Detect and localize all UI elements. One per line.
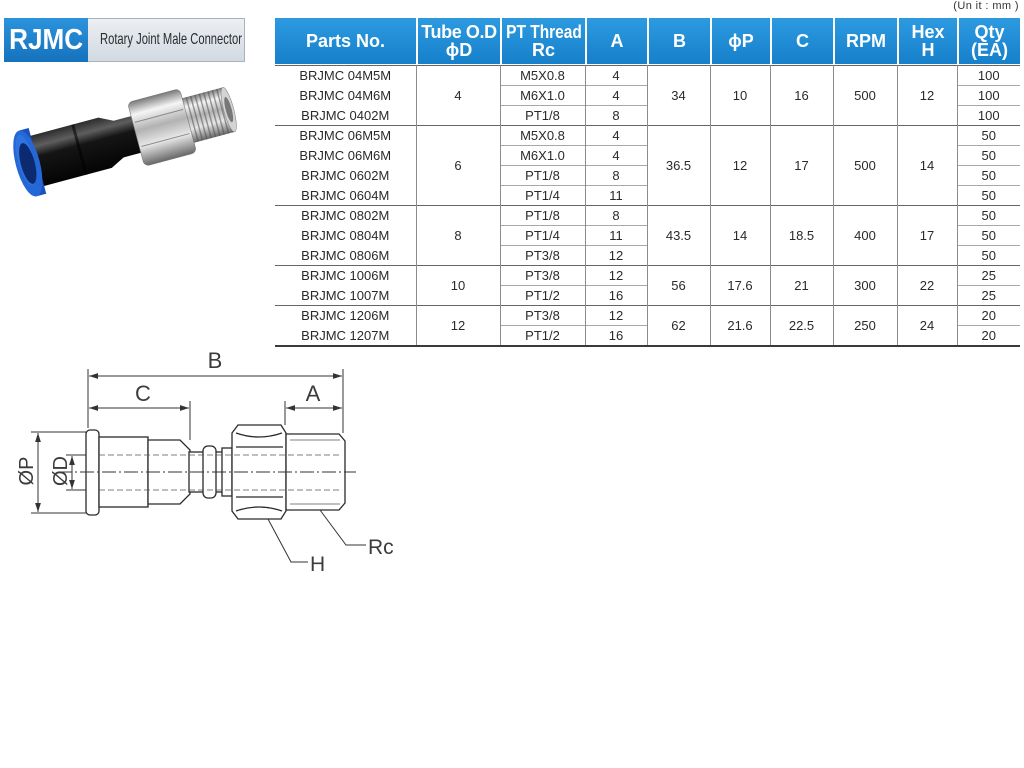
cell-a: 11 — [585, 186, 647, 206]
outline-thread — [286, 434, 345, 510]
cell-pt-thread: PT1/8 — [500, 106, 585, 126]
table-row — [275, 126, 1020, 146]
cell-p: 14 — [710, 206, 770, 266]
header-qty — [957, 18, 1020, 64]
cell-tube-od: 4 — [416, 66, 500, 126]
cell-qty: 50 — [957, 246, 1020, 266]
cell-a: 4 — [585, 86, 647, 106]
cell-pt-thread: M5X0.8 — [500, 66, 585, 86]
cell-c: 21 — [770, 266, 833, 306]
cell-a: 4 — [585, 66, 647, 86]
header-label: H — [921, 40, 935, 60]
cell-pt-thread: PT3/8 — [500, 306, 585, 326]
cell-a: 8 — [585, 206, 647, 226]
header-label: A — [610, 31, 624, 51]
table-row — [275, 266, 1020, 286]
table-header — [275, 18, 1020, 64]
header-a — [585, 18, 647, 64]
cell-pt-thread: PT1/4 — [500, 226, 585, 246]
header-label: Hex — [911, 22, 945, 42]
cell-hex: 14 — [897, 126, 957, 206]
spec-table — [275, 65, 1020, 347]
header-p — [710, 18, 770, 64]
cell-pt-thread: PT3/8 — [500, 246, 585, 266]
cell-pt-thread: PT1/4 — [500, 186, 585, 206]
leader-rc — [320, 510, 366, 545]
cell-p: 10 — [710, 66, 770, 126]
header-label: Parts No. — [305, 31, 386, 51]
cell-a: 4 — [585, 146, 647, 166]
cell-pt-thread: PT1/2 — [500, 326, 585, 347]
cell-pt-thread: PT1/8 — [500, 166, 585, 186]
outline-release-flange — [86, 430, 99, 515]
cell-c: 16 — [770, 66, 833, 126]
unit-note: (Un it : mm ) — [953, 0, 1019, 12]
cell-qty: 50 — [957, 206, 1020, 226]
dimension-drawing — [0, 340, 420, 580]
product-title: Rotary Joint Male Connector — [100, 31, 242, 48]
cell-pt-thread: PT1/2 — [500, 286, 585, 306]
cell-c: 17 — [770, 126, 833, 206]
cell-pt-thread: M6X1.0 — [500, 86, 585, 106]
cell-part-no: BRJMC 1006M — [275, 266, 416, 286]
header-label: Rc — [531, 40, 555, 60]
header-label: C — [796, 31, 809, 51]
cell-part-no: BRJMC 0804M — [275, 226, 416, 246]
header-b — [647, 18, 710, 64]
series-code-badge — [4, 18, 88, 62]
header-label: ϕD — [445, 40, 473, 60]
cell-rpm: 500 — [833, 66, 897, 126]
cell-part-no: BRJMC 0806M — [275, 246, 416, 266]
label-h: H — [310, 553, 326, 576]
cell-qty: 100 — [957, 86, 1020, 106]
header-c — [770, 18, 833, 64]
label-rc: Rc — [368, 536, 394, 559]
cell-pt-thread: M6X1.0 — [500, 146, 585, 166]
product-photo — [0, 64, 250, 214]
cell-qty: 100 — [957, 106, 1020, 126]
cell-b: 36.5 — [647, 126, 710, 206]
label-b: B — [207, 348, 223, 373]
cell-hex: 12 — [897, 66, 957, 126]
cell-rpm: 250 — [833, 306, 897, 347]
header-label: Tube O.D — [421, 22, 497, 42]
cell-qty: 50 — [957, 146, 1020, 166]
cell-a: 8 — [585, 166, 647, 186]
cell-b: 43.5 — [647, 206, 710, 266]
series-code: RJMC — [9, 23, 83, 56]
header-label: Qty — [974, 22, 1005, 42]
cell-part-no: BRJMC 0602M — [275, 166, 416, 186]
cell-b: 62 — [647, 306, 710, 347]
cell-p: 21.6 — [710, 306, 770, 347]
cell-qty: 20 — [957, 326, 1020, 347]
header-tube-od — [416, 18, 500, 64]
cell-qty: 20 — [957, 306, 1020, 326]
cell-a: 4 — [585, 126, 647, 146]
cell-pt-thread: M5X0.8 — [500, 126, 585, 146]
header-label: B — [673, 31, 686, 51]
header-hex — [897, 18, 957, 64]
cell-tube-od: 8 — [416, 206, 500, 266]
cell-tube-od: 12 — [416, 306, 500, 347]
fitting-body — [29, 108, 147, 186]
cell-pt-thread: PT3/8 — [500, 266, 585, 286]
cell-c: 18.5 — [770, 206, 833, 266]
cell-part-no: BRJMC 1207M — [275, 326, 416, 347]
table-row — [275, 206, 1020, 226]
header-parts-no — [275, 18, 416, 64]
cell-rpm: 400 — [833, 206, 897, 266]
cell-a: 12 — [585, 306, 647, 326]
cell-part-no: BRJMC 04M5M — [275, 66, 416, 86]
cell-hex: 22 — [897, 266, 957, 306]
cell-b: 56 — [647, 266, 710, 306]
header-label: RPM — [846, 31, 886, 51]
cell-part-no: BRJMC 0802M — [275, 206, 416, 226]
cell-rpm: 500 — [833, 126, 897, 206]
cell-rpm: 300 — [833, 266, 897, 306]
cell-a: 12 — [585, 246, 647, 266]
cell-qty: 25 — [957, 266, 1020, 286]
cell-c: 22.5 — [770, 306, 833, 347]
cell-a: 11 — [585, 226, 647, 246]
header-label: ϕP — [728, 31, 754, 51]
product-title-box — [88, 18, 245, 62]
header-rpm — [833, 18, 897, 64]
label-p: ØP — [16, 456, 38, 486]
spec-table-body — [275, 66, 1020, 347]
cell-qty: 100 — [957, 66, 1020, 86]
cell-pt-thread: PT1/8 — [500, 206, 585, 226]
label-d: ØD — [50, 456, 72, 486]
label-c: C — [135, 381, 151, 406]
cell-a: 8 — [585, 106, 647, 126]
cell-b: 34 — [647, 66, 710, 126]
cell-part-no: BRJMC 1007M — [275, 286, 416, 306]
cell-tube-od: 6 — [416, 126, 500, 206]
table-row — [275, 306, 1020, 326]
cell-qty: 50 — [957, 166, 1020, 186]
cell-a: 12 — [585, 266, 647, 286]
cell-a: 16 — [585, 286, 647, 306]
cell-part-no: BRJMC 06M5M — [275, 126, 416, 146]
cell-part-no: BRJMC 0604M — [275, 186, 416, 206]
cell-part-no: BRJMC 0402M — [275, 106, 416, 126]
cell-part-no: BRJMC 04M6M — [275, 86, 416, 106]
cell-qty: 25 — [957, 286, 1020, 306]
cell-qty: 50 — [957, 186, 1020, 206]
header-label: PT Thread — [505, 22, 582, 42]
label-a: A — [305, 381, 321, 406]
cell-qty: 50 — [957, 126, 1020, 146]
cell-hex: 17 — [897, 206, 957, 266]
cell-qty: 50 — [957, 226, 1020, 246]
cell-part-no: BRJMC 1206M — [275, 306, 416, 326]
cell-tube-od: 10 — [416, 266, 500, 306]
header-pt-thread — [500, 18, 585, 64]
cell-hex: 24 — [897, 306, 957, 347]
cell-a: 16 — [585, 326, 647, 347]
table-row — [275, 66, 1020, 86]
cell-part-no: BRJMC 06M6M — [275, 146, 416, 166]
cell-p: 17.6 — [710, 266, 770, 306]
leader-h — [268, 519, 308, 562]
cell-p: 12 — [710, 126, 770, 206]
header-label: (EA) — [971, 40, 1008, 60]
